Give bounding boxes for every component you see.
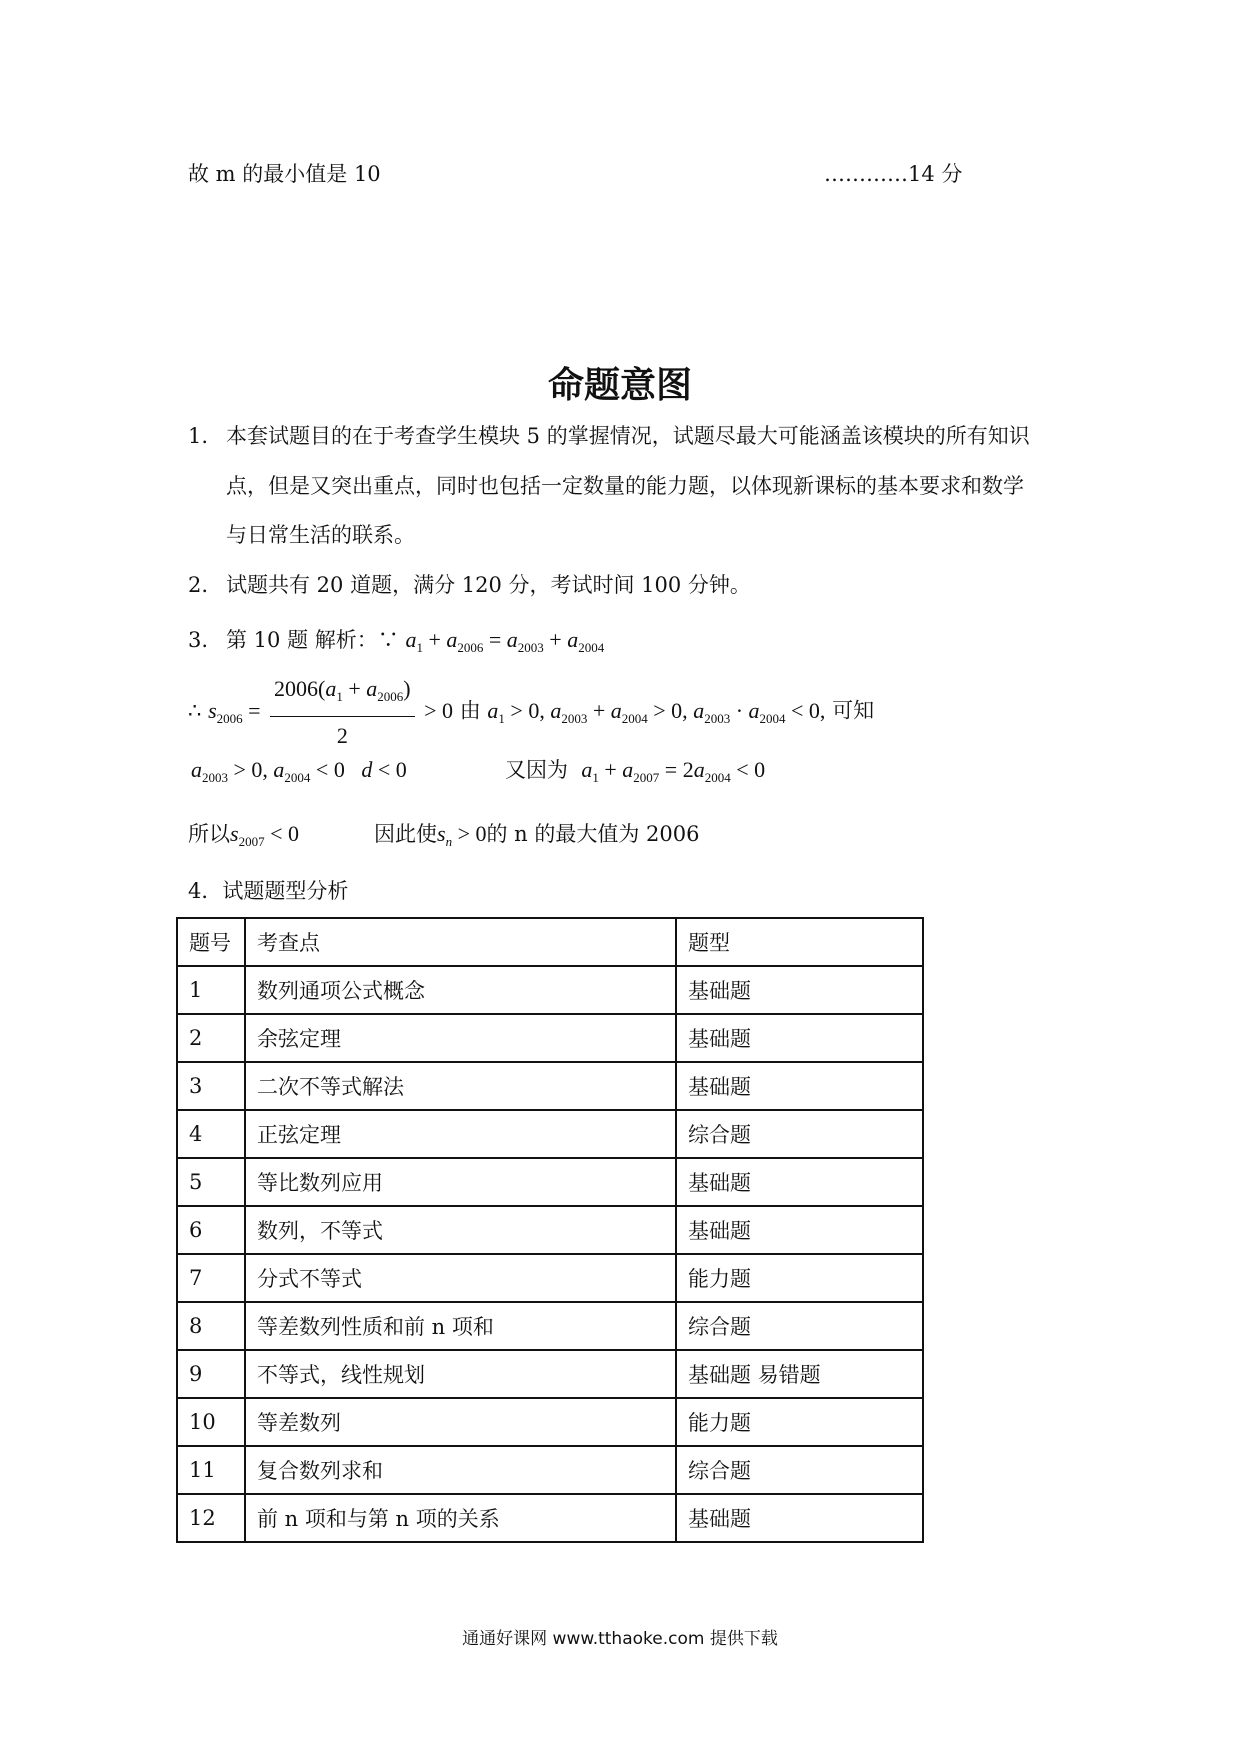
cell-topic: 等比数列应用 xyxy=(245,1158,676,1206)
cell-topic: 分式不等式 xyxy=(245,1254,676,1302)
item-1-line-3: 与日常生活的联系。 xyxy=(226,523,415,547)
table-row xyxy=(177,1350,923,1398)
conclusion-text: 故 m 的最小值是 10 xyxy=(188,162,381,186)
cell-topic: 等差数列性质和前 n 项和 xyxy=(245,1302,676,1350)
cell-type: 基础题 xyxy=(676,1494,923,1542)
table-row xyxy=(177,1110,923,1158)
table-row xyxy=(177,1302,923,1350)
sum-formula-line xyxy=(188,672,874,753)
item-1-number: 1. xyxy=(188,424,209,448)
score-mark: …………14 分 xyxy=(824,162,963,186)
header-number: 题号 xyxy=(177,918,245,966)
table-header-row xyxy=(177,918,923,966)
header-type: 题型 xyxy=(676,918,923,966)
cell-topic: 不等式，线性规划 xyxy=(245,1350,676,1398)
cell-number: 3 xyxy=(177,1062,245,1110)
cell-topic: 二次不等式解法 xyxy=(245,1062,676,1110)
cn-max: 的 n 的最大值为 2006 xyxy=(486,822,700,846)
cn-you: 由 xyxy=(459,698,481,723)
also-because-line xyxy=(505,756,765,792)
item-3-number: 3. xyxy=(188,628,209,652)
s2007-expression: $s_{2007} < 0$ xyxy=(230,821,299,849)
cell-number: 7 xyxy=(177,1254,245,1302)
table-body xyxy=(177,918,923,1542)
cell-topic: 正弦定理 xyxy=(245,1110,676,1158)
cn-kezhi: 可知 xyxy=(832,698,875,723)
cell-type: 基础题 易错题 xyxy=(676,1350,923,1398)
section-title: 命题意图 xyxy=(547,365,692,406)
table-row xyxy=(177,1494,923,1542)
cell-type: 基础题 xyxy=(676,1062,923,1110)
cell-number: 6 xyxy=(177,1206,245,1254)
cell-topic: 余弦定理 xyxy=(245,1014,676,1062)
table-row xyxy=(177,1446,923,1494)
condition-expression: $a_1 > 0$, $a_{2003} + a_{2004} > 0$, $a_{2003} \cdot a_{2004} < 0$, xyxy=(487,697,826,726)
cell-number: 11 xyxy=(177,1446,245,1494)
table-heading: 4．试题题型分析 xyxy=(188,879,349,903)
cell-type: 能力题 xyxy=(676,1398,923,1446)
table-row xyxy=(177,1254,923,1302)
sum-fraction: $\frac{2006(a_1 + a_{2006})}{2}$ xyxy=(270,672,415,753)
analysis-table xyxy=(176,917,924,1543)
cell-type: 综合题 xyxy=(676,1110,923,1158)
cell-topic: 数列通项公式概念 xyxy=(245,966,676,1014)
cell-type: 基础题 xyxy=(676,1158,923,1206)
item-3-intro xyxy=(226,626,604,662)
table-row xyxy=(177,1158,923,1206)
footer-source: 通通好课网 www.tthaoke.com 提供下载 xyxy=(462,1629,778,1649)
item-1-line-2: 点，但是又突出重点，同时也包括一定数量的能力题，以体现新课标的基本要求和数学 xyxy=(226,474,1024,498)
cell-number: 4 xyxy=(177,1110,245,1158)
cell-number: 2 xyxy=(177,1014,245,1062)
cell-topic: 数列，不等式 xyxy=(245,1206,676,1254)
cell-number: 8 xyxy=(177,1302,245,1350)
signs-line xyxy=(191,756,407,792)
cell-topic: 前 n 项和与第 n 项的关系 xyxy=(245,1494,676,1542)
cell-number: 5 xyxy=(177,1158,245,1206)
cell-number: 9 xyxy=(177,1350,245,1398)
table-row xyxy=(177,1398,923,1446)
cell-topic: 等差数列 xyxy=(245,1398,676,1446)
sum-formula: $s_{2006}$ = $\frac{2006(a_1 + a_{2006})}{2}$ > 0 xyxy=(208,698,453,723)
equation-2: $a_1 + a_{2007} = 2a_{2004} < 0$ xyxy=(581,757,766,785)
item-3-intro-label: 第 10 题 解析： xyxy=(226,628,378,652)
table-row xyxy=(177,1206,923,1254)
cell-number: 10 xyxy=(177,1398,245,1446)
max-n-line xyxy=(374,820,699,856)
cell-type: 综合题 xyxy=(676,1302,923,1350)
header-topic: 考查点 xyxy=(245,918,676,966)
table-row xyxy=(177,966,923,1014)
table-row xyxy=(177,1014,923,1062)
item-1-line-1: 本套试题目的在于考查学生模块 5 的掌握情况，试题尽最大可能涵盖该模块的所有知识 xyxy=(226,424,1030,448)
because-symbol: ∵ xyxy=(377,628,399,652)
cn-suoyi: 所以 xyxy=(188,822,230,846)
cn-yinci: 因此使 xyxy=(374,822,437,846)
cell-topic: 复合数列求和 xyxy=(245,1446,676,1494)
cell-type: 基础题 xyxy=(676,1014,923,1062)
therefore-symbol: ∴ xyxy=(188,698,202,723)
cell-type: 基础题 xyxy=(676,966,923,1014)
sign-expression: $a_{2003} > 0$, $a_{2004} < 0$ d < 0 xyxy=(191,757,407,785)
cell-number: 12 xyxy=(177,1494,245,1542)
cell-type: 基础题 xyxy=(676,1206,923,1254)
item-2-number: 2. xyxy=(188,573,209,597)
cell-number: 1 xyxy=(177,966,245,1014)
cell-type: 能力题 xyxy=(676,1254,923,1302)
table-row xyxy=(177,1062,923,1110)
cell-type: 综合题 xyxy=(676,1446,923,1494)
sn-expression: $s_n > 0$ xyxy=(437,821,487,849)
item-2-text: 试题共有 20 道题，满分 120 分，考试时间 100 分钟。 xyxy=(226,573,751,597)
equation-1: $a_1 + a_{2006} = a_{2003} + a_{2004}$ xyxy=(405,627,605,655)
cn-youyinwei: 又因为 xyxy=(505,758,568,782)
conclusion-line xyxy=(188,820,299,856)
